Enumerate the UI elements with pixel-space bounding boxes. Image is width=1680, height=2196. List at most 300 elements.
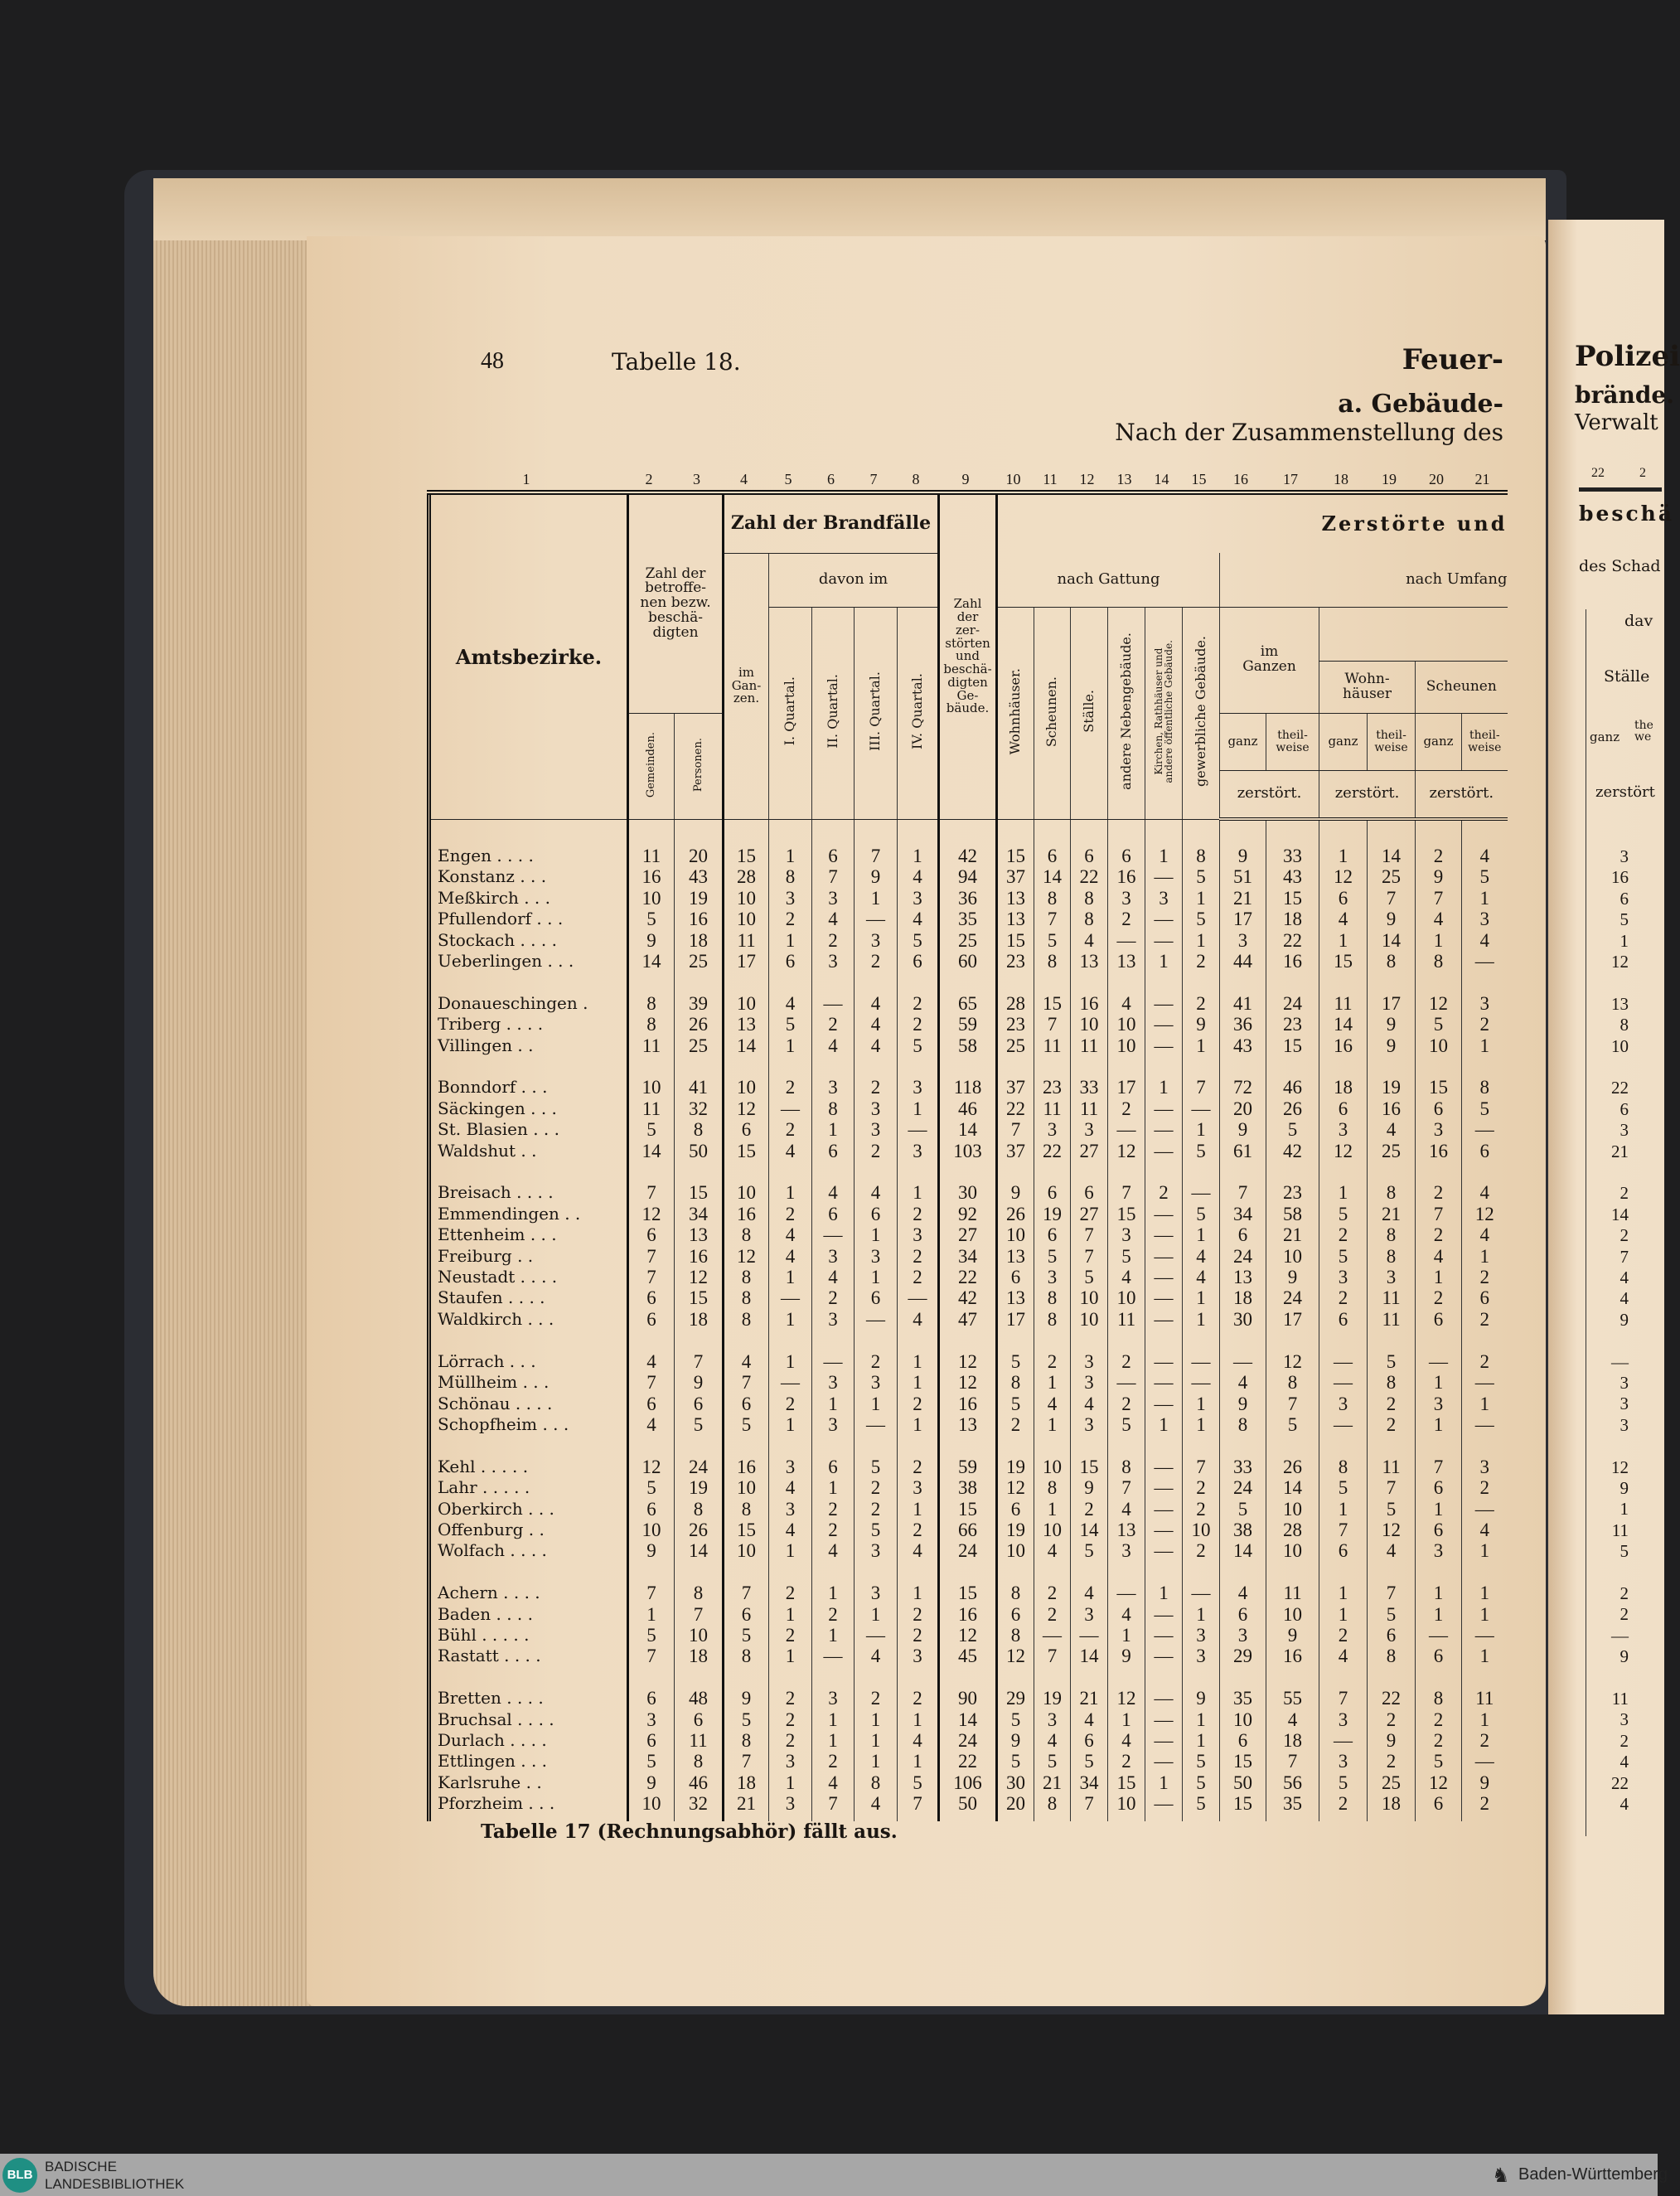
table-cell: 1	[855, 1604, 898, 1625]
spacer-cell	[1319, 1562, 1368, 1583]
district-name: Villingen . .	[438, 1035, 534, 1055]
table-cell: 17	[1368, 993, 1416, 1014]
table-cell: 2	[898, 1246, 939, 1267]
table-cell: 6	[628, 1730, 675, 1751]
table-cell: —	[1145, 1520, 1183, 1540]
table-cell: 3	[1319, 1751, 1368, 1772]
table-cell: 10	[675, 1625, 724, 1646]
spacer-cell	[812, 1435, 855, 1456]
right-col22-cell: 4	[1619, 1752, 1629, 1772]
table-cell: 5	[1108, 1246, 1145, 1267]
table-cell: 12	[1462, 1204, 1508, 1224]
table-cell: 11	[1368, 1309, 1416, 1330]
table-cell: 10	[724, 909, 769, 929]
table-cell: 5	[855, 1457, 898, 1477]
table-cell: 3	[1034, 1267, 1071, 1287]
table-cell: —	[1145, 1394, 1183, 1414]
table-cell: 1	[769, 1772, 812, 1793]
table-cell: 3	[1071, 1604, 1108, 1625]
table-cell: 24	[1220, 1246, 1266, 1267]
right-header-2: des Schad	[1579, 557, 1661, 575]
table-cell: 15	[1220, 1793, 1266, 1814]
right-ganz: ganz	[1590, 730, 1620, 744]
personen-label: Personen.	[691, 737, 704, 792]
table-cell: 5	[1462, 866, 1508, 887]
header-zerstoert: zerstört.	[1319, 770, 1416, 819]
table-cell: 1	[812, 1730, 855, 1751]
right-col22-cell: 13	[1611, 993, 1629, 1014]
table-cell: 2	[1368, 1394, 1416, 1414]
table-cell: —	[1108, 930, 1145, 951]
table-cell: 24	[675, 1457, 724, 1477]
table-cell: 12	[1266, 1351, 1319, 1372]
fire-statistics-table	[427, 490, 1508, 1821]
column-number: 3	[693, 471, 700, 487]
table-cell: 32	[675, 1793, 724, 1814]
table-cell: 5	[1183, 1141, 1220, 1161]
table-cell: 8	[724, 1499, 769, 1520]
table-row	[429, 1014, 1508, 1035]
table-cell: 9	[997, 1182, 1034, 1203]
table-cell: 33	[1266, 846, 1319, 866]
table-cell: 3	[1183, 1625, 1220, 1646]
table-cell: —	[1145, 1730, 1183, 1751]
table-cell: 4	[898, 1540, 939, 1561]
table-cell: 5	[724, 1625, 769, 1646]
table-cell: 7	[855, 846, 898, 866]
table-cell: 1	[898, 1351, 939, 1372]
table-cell: 9	[1220, 1119, 1266, 1140]
table-cell: 8	[1183, 846, 1220, 866]
table-cell: 2	[1416, 1287, 1462, 1308]
table-cell: 2	[1462, 1730, 1508, 1751]
header-zerstoert: zerstört.	[1416, 770, 1508, 819]
table-cell: 7	[812, 866, 855, 887]
table-cell: 41	[1220, 993, 1266, 1014]
table-cell: 44	[1220, 951, 1266, 972]
spacer-cell	[724, 1435, 769, 1456]
table-cell: 19	[997, 1457, 1034, 1477]
table-cell: 8	[1034, 951, 1071, 972]
table-cell: 4	[628, 1414, 675, 1435]
right-col22-cell: 2	[1619, 1583, 1629, 1603]
spacer-cell	[855, 1667, 898, 1688]
table-cell: 22	[1034, 1141, 1071, 1161]
table-cell: 1	[1183, 888, 1220, 909]
right-page-source: Verwalt	[1575, 410, 1658, 435]
table-cell: 4	[1108, 1267, 1145, 1287]
table-cell: —	[1220, 1351, 1266, 1372]
spacer-cell	[898, 1330, 939, 1350]
table-cell: 2	[812, 1014, 855, 1035]
table-cell: 3	[1319, 1119, 1368, 1140]
table-cell: 1	[769, 846, 812, 866]
spacer-cell	[1266, 1667, 1319, 1688]
table-cell: 6	[1220, 1604, 1266, 1625]
table-cell: 1	[1145, 951, 1183, 972]
right-col22-cell: 3	[1619, 1373, 1629, 1393]
table-cell: 8	[1034, 888, 1071, 909]
table-cell: 30	[997, 1772, 1034, 1793]
table-cell: 10	[1108, 1014, 1145, 1035]
table-cell: 25	[1368, 1141, 1416, 1161]
table-cell: —	[1145, 1204, 1183, 1224]
table-cell: 13	[997, 1287, 1034, 1308]
spacer-cell	[1034, 1562, 1071, 1583]
table-cell: 7	[1368, 1583, 1416, 1603]
right-col22-cell: 10	[1611, 1035, 1629, 1056]
column-number: 12	[1079, 471, 1095, 487]
table-cell: 36	[939, 888, 997, 909]
table-cell: 2	[1416, 846, 1462, 866]
table-cell: 34	[939, 1246, 997, 1267]
header-theilweise: theil- weise	[1462, 713, 1508, 770]
column-number: 9	[961, 471, 970, 487]
table-cell: —	[1416, 1351, 1462, 1372]
table-cell: 8	[675, 1751, 724, 1772]
table-cell: —	[1462, 951, 1508, 972]
table-cell: 2	[812, 1499, 855, 1520]
spacer-cell	[1416, 1056, 1462, 1077]
table-row	[429, 1625, 1508, 1646]
spacer-cell	[1071, 1330, 1108, 1350]
district-name: Offenburg . .	[438, 1519, 545, 1539]
spacer-cell	[1319, 819, 1368, 846]
spacer-cell	[1071, 972, 1108, 992]
table-cell: 2	[1108, 909, 1145, 929]
table-cell: 10	[1071, 1287, 1108, 1308]
table-row	[429, 1035, 1508, 1056]
right-col22-cell: 12	[1611, 952, 1629, 972]
table-cell: 7	[1319, 1520, 1368, 1540]
table-cell: 4	[1108, 1604, 1145, 1625]
table-cell: 9	[628, 930, 675, 951]
table-cell: 38	[939, 1477, 997, 1498]
table-cell: 11	[1319, 993, 1368, 1014]
table-cell: 9	[628, 1540, 675, 1561]
table-cell: 4	[855, 1014, 898, 1035]
district-name: Bonndorf . . .	[438, 1077, 548, 1098]
table-cell: 13	[675, 1224, 724, 1245]
column-number: 14	[1154, 471, 1169, 487]
table-cell: 10	[724, 1077, 769, 1098]
gemeinden-label: Gemeinden.	[645, 731, 658, 797]
table-cell: 5	[1368, 1351, 1416, 1372]
table-cell: 7	[1416, 1204, 1462, 1224]
table-cell: 1	[628, 1604, 675, 1625]
table-cell: 22	[939, 1751, 997, 1772]
table-cell: 9	[997, 1730, 1034, 1751]
table-cell: 5	[1319, 1246, 1368, 1267]
table-cell: 3	[1071, 1119, 1108, 1140]
table-cell: 11	[1266, 1583, 1319, 1603]
header-zerstoerte-und: Zerstörte und	[997, 492, 1508, 553]
table-cell: 10	[628, 1793, 675, 1814]
table-cell: 3	[1071, 1414, 1108, 1435]
table-cell: 9	[855, 866, 898, 887]
district-name: Wolfach . . . .	[438, 1540, 547, 1561]
spacer-cell	[769, 1161, 812, 1182]
table-cell: —	[1183, 1098, 1220, 1119]
table-cell: 2	[1183, 1477, 1220, 1498]
table-cell: 1	[1183, 1224, 1220, 1245]
table-cell: 41	[675, 1077, 724, 1098]
table-cell: 10	[724, 888, 769, 909]
right-col22-cell: 11	[1611, 1520, 1629, 1540]
right-col22-cell: 5	[1619, 1541, 1629, 1562]
table-cell: 6	[675, 1394, 724, 1414]
table-cell: 11	[1071, 1098, 1108, 1119]
table-cell: 15	[1220, 1751, 1266, 1772]
table-cell: 6	[1319, 1098, 1368, 1119]
table-cell: 2	[1183, 1540, 1220, 1561]
library-name-line2: LANDESBIBLIOTHEK	[45, 2176, 185, 2192]
table-cell: 46	[939, 1098, 997, 1119]
table-cell: 61	[1220, 1141, 1266, 1161]
table-cell: 3	[898, 888, 939, 909]
table-cell: 7	[675, 1351, 724, 1372]
district-name: Schönau . . . .	[438, 1393, 553, 1413]
table-cell: —	[1145, 1035, 1183, 1056]
table-cell: 27	[1071, 1141, 1108, 1161]
table-cell: 22	[997, 1098, 1034, 1119]
table-cell: 2	[1462, 1477, 1508, 1498]
right-page-subtitle: brände.	[1575, 381, 1674, 409]
table-cell: 15	[724, 846, 769, 866]
table-cell: 2	[898, 1520, 939, 1540]
table-cell: 30	[939, 1182, 997, 1203]
right-col22-cell: 6	[1619, 1098, 1629, 1119]
table-cell: 4	[812, 909, 855, 929]
spacer-cell	[1071, 819, 1108, 846]
table-cell: 3	[898, 1077, 939, 1098]
table-cell: 1	[812, 1477, 855, 1498]
spacer-cell	[1462, 819, 1508, 846]
table-cell: 10	[1071, 1309, 1108, 1330]
table-cell: 19	[1368, 1077, 1416, 1098]
table-cell: 5	[1071, 1267, 1108, 1287]
table-cell: 1	[855, 1751, 898, 1772]
district-name: Achern . . . .	[438, 1583, 540, 1603]
table-cell: 14	[1368, 846, 1416, 866]
table-cell: 8	[997, 1372, 1034, 1393]
district-name: Neustadt . . . .	[438, 1267, 558, 1287]
table-cell: 5	[1071, 1540, 1108, 1561]
table-cell: 2	[812, 930, 855, 951]
table-cell: 10	[1266, 1499, 1319, 1520]
table-cell: 5	[1319, 1477, 1368, 1498]
table-cell: 11	[724, 930, 769, 951]
table-cell: 6	[1416, 1520, 1462, 1540]
spacer-cell	[898, 1562, 939, 1583]
spacer-cell	[1416, 819, 1462, 846]
table-cell: 9	[1220, 846, 1266, 866]
table-cell: 5	[1368, 1604, 1416, 1625]
table-cell: 5	[1183, 909, 1220, 929]
spacer-cell	[724, 1562, 769, 1583]
table-cell: 7	[1108, 1182, 1145, 1203]
spacer-cell	[1034, 972, 1071, 992]
table-cell: 7	[1183, 1077, 1220, 1098]
table-cell: 3	[898, 1141, 939, 1161]
table-cell: 2	[898, 1267, 939, 1287]
spacer-cell	[898, 1161, 939, 1182]
table-cell: —	[1319, 1414, 1368, 1435]
spacer-row	[429, 819, 1508, 846]
table-cell: 3	[855, 930, 898, 951]
table-cell: 2	[1183, 1499, 1220, 1520]
table-body	[429, 819, 1508, 1821]
table-row	[429, 1351, 1508, 1372]
spacer-cell	[628, 1562, 675, 1583]
spacer-cell	[1108, 1161, 1145, 1182]
table-cell: 5	[1183, 1793, 1220, 1814]
spacer-cell	[1034, 1161, 1071, 1182]
right-col22-cell: 11	[1611, 1689, 1629, 1709]
table-cell: 3	[1416, 1394, 1462, 1414]
district-name: Breisach . . . .	[438, 1182, 554, 1203]
table-cell: 21	[1368, 1204, 1416, 1224]
table-cell: 15	[1108, 1204, 1145, 1224]
spacer-cell	[997, 1562, 1034, 1583]
table-cell: 1	[1462, 1035, 1508, 1056]
table-cell: 60	[939, 951, 997, 972]
table-cell: 1	[1319, 1583, 1368, 1603]
district-name: Säckingen . . .	[438, 1098, 557, 1118]
table-cell: 1	[812, 1119, 855, 1140]
table-cell: 4	[1183, 1267, 1220, 1287]
spacer-cell	[855, 1330, 898, 1350]
table-cell: 7	[724, 1583, 769, 1603]
spacer-cell	[898, 972, 939, 992]
column-number: 13	[1116, 471, 1132, 487]
table-cell: 4	[769, 1224, 812, 1245]
table-cell: 3	[812, 951, 855, 972]
spacer-cell	[939, 1056, 997, 1077]
table-cell: 10	[1071, 1014, 1108, 1035]
spacer-cell	[1183, 1562, 1220, 1583]
table-cell: 6	[812, 1204, 855, 1224]
table-cell: —	[1319, 1730, 1368, 1751]
table-cell: 8	[1462, 1077, 1508, 1098]
table-cell: 1	[855, 1394, 898, 1414]
table-cell: 4	[1183, 1246, 1220, 1267]
table-cell: —	[769, 1372, 812, 1393]
table-cell: 2	[1319, 1287, 1368, 1308]
table-cell: 7	[1368, 888, 1416, 909]
table-cell: 34	[1220, 1204, 1266, 1224]
spacer-cell	[724, 1330, 769, 1350]
state-emblem-icon: ♞	[1492, 2165, 1510, 2187]
header-ganz: ganz	[1319, 713, 1368, 770]
table-cell: 12	[1319, 1141, 1368, 1161]
table-cell: 15	[1071, 1457, 1108, 1477]
right-col22-cell: 8	[1619, 1015, 1629, 1035]
table-cell: 2	[1368, 1709, 1416, 1730]
table-cell: 14	[1071, 1520, 1108, 1540]
right-col22-cell: 2	[1619, 1730, 1629, 1751]
spacer-cell	[1416, 1330, 1462, 1350]
table-cell: 2	[1368, 1414, 1416, 1435]
blb-logo: BLB	[2, 2158, 37, 2193]
spacer-cell	[1266, 1056, 1319, 1077]
header-scheunen-umfang: Scheunen	[1416, 661, 1508, 713]
table-cell: 58	[1266, 1204, 1319, 1224]
spacer-cell	[1319, 972, 1368, 992]
table-cell: 8	[1266, 1372, 1319, 1393]
table-cell: 1	[1462, 1394, 1508, 1414]
table-cell: 12	[939, 1372, 997, 1393]
table-cell: 103	[939, 1141, 997, 1161]
scheunen-label: Scheunen.	[1043, 676, 1060, 747]
spacer-cell	[939, 1161, 997, 1182]
table-cell: 8	[1416, 951, 1462, 972]
table-cell: —	[1145, 1141, 1183, 1161]
spacer-cell	[812, 819, 855, 846]
table-cell: 15	[939, 1583, 997, 1603]
table-cell: 42	[939, 1287, 997, 1308]
table-cell: 1	[898, 1751, 939, 1772]
table-cell: 4	[769, 993, 812, 1014]
table-cell: 4	[1462, 1182, 1508, 1203]
spacer-cell	[939, 1435, 997, 1456]
spacer-cell	[429, 1161, 628, 1182]
table-cell: 1	[1462, 1246, 1508, 1267]
table-cell: 5	[628, 909, 675, 929]
table-cell: 5	[1183, 1772, 1220, 1793]
spacer-cell	[1266, 972, 1319, 992]
table-cell: 1	[769, 1182, 812, 1203]
table-cell: 8	[1368, 1182, 1416, 1203]
district-name: Oberkirch . . .	[438, 1498, 554, 1519]
header-zerstoert: zerstört.	[1220, 770, 1319, 819]
table-cell: 10	[628, 1077, 675, 1098]
table-cell: 2	[1462, 1793, 1508, 1814]
table-cell: 8	[1034, 1287, 1071, 1308]
table-cell: 26	[1266, 1457, 1319, 1477]
table-cell: 10	[1034, 1457, 1071, 1477]
table-cell: 7	[1071, 1793, 1108, 1814]
district-name: Engen . . . .	[438, 846, 534, 865]
table-cell: —	[1145, 1267, 1183, 1287]
table-cell: 2	[1416, 1182, 1462, 1203]
table-cell: 6	[812, 1457, 855, 1477]
table-row	[429, 1646, 1508, 1666]
q4-label: IV. Quartal.	[908, 673, 925, 750]
table-cell: 58	[939, 1035, 997, 1056]
table-row	[429, 1224, 1508, 1245]
table-cell: 3	[1462, 993, 1508, 1014]
spacer-cell	[898, 1056, 939, 1077]
table-cell: 12	[997, 1646, 1034, 1666]
table-cell: 7	[1220, 1182, 1266, 1203]
table-cell: —	[1108, 1583, 1145, 1603]
table-cell: 1	[898, 846, 939, 866]
table-cell: 28	[1266, 1520, 1319, 1540]
table-cell: 6	[997, 1267, 1034, 1287]
spacer-cell	[628, 1435, 675, 1456]
table-cell: 14	[1071, 1646, 1108, 1666]
table-cell: 28	[724, 866, 769, 887]
table-cell: 2	[769, 1730, 812, 1751]
table-cell: 28	[997, 993, 1034, 1014]
column-number: 19	[1382, 471, 1397, 487]
table-cell: 16	[675, 1246, 724, 1267]
table-cell: 15	[939, 1499, 997, 1520]
table-cell: 9	[1266, 1625, 1319, 1646]
spacer-cell	[1368, 1667, 1416, 1688]
table-cell: 2	[769, 1709, 812, 1730]
